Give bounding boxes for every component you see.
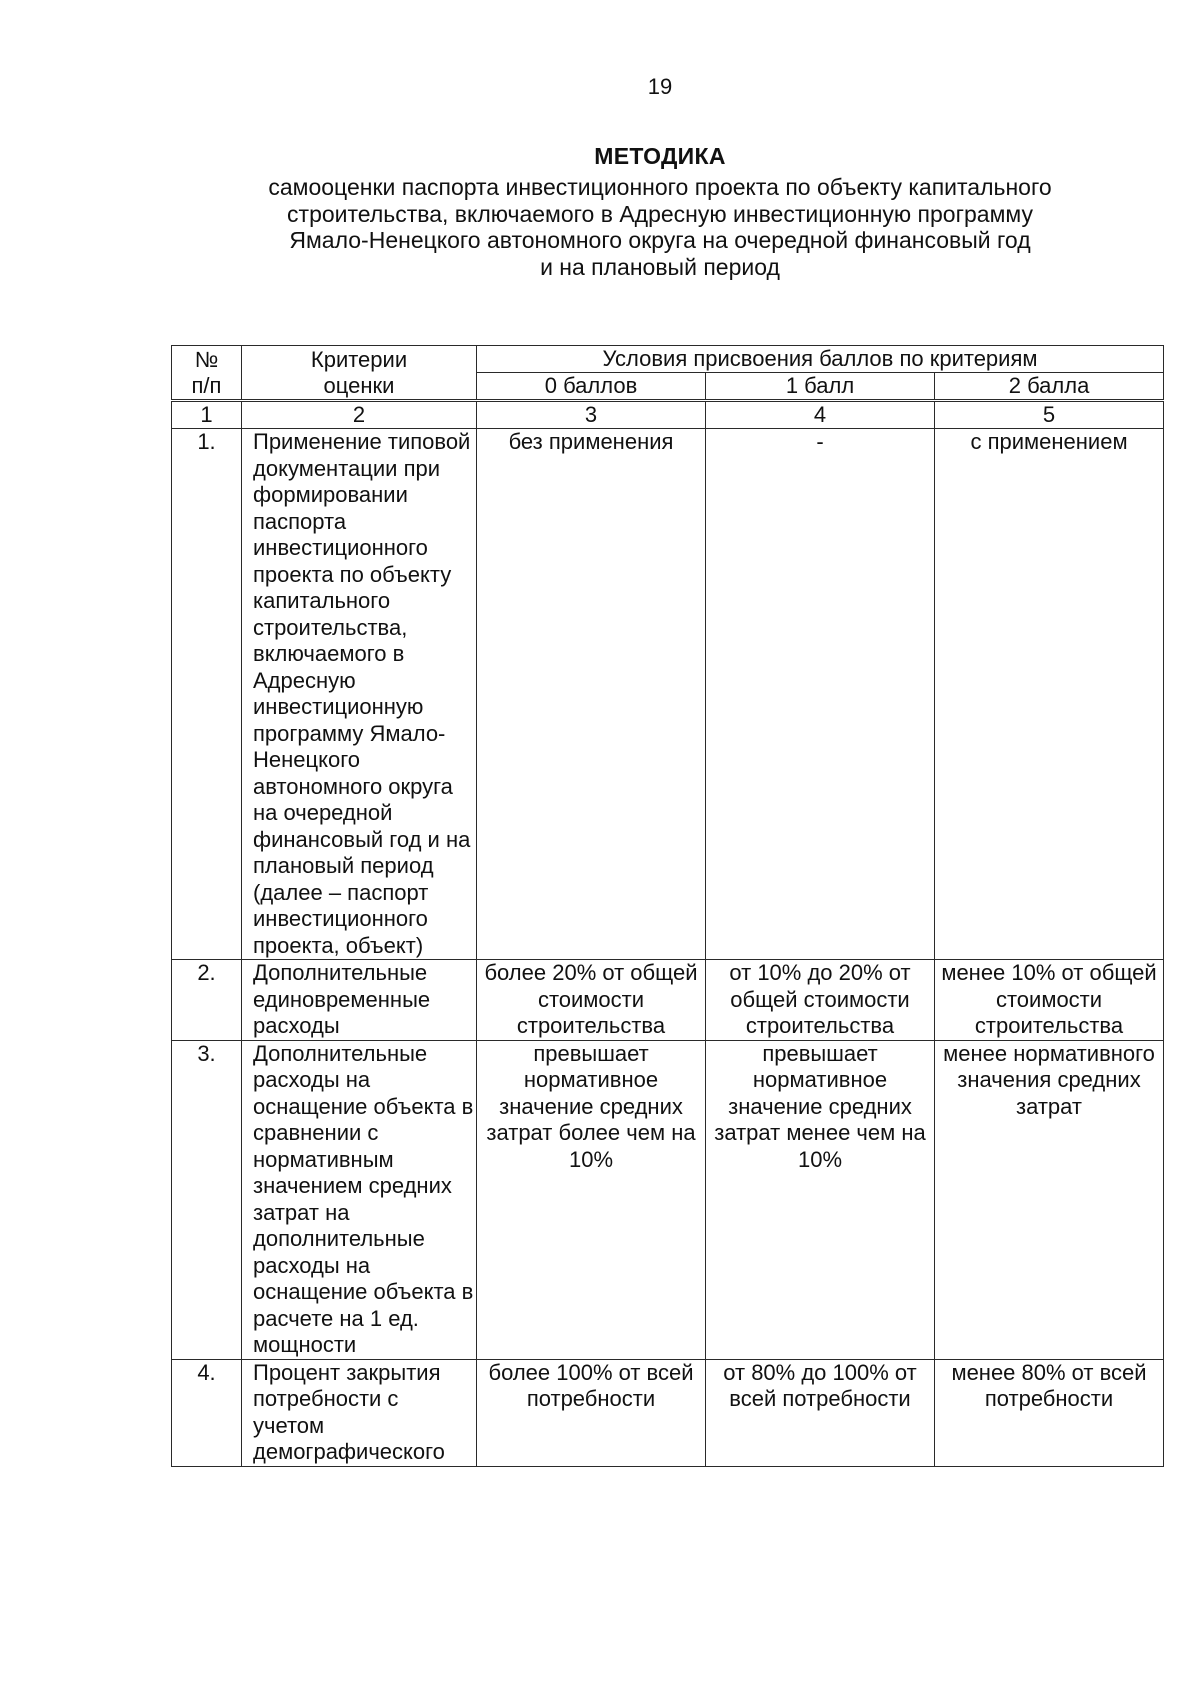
row-score-1: от 80% до 100% от всей потребности (706, 1359, 935, 1466)
row-score-2: менее 80% от всей потребности (935, 1359, 1164, 1466)
row-number: 4. (172, 1359, 242, 1466)
row-score-2: менее 10% от общей стоимости строительства (935, 960, 1164, 1041)
column-index-cell: 3 (477, 401, 706, 429)
table-row (172, 429, 1164, 960)
header-score-2: 2 балла (935, 373, 1164, 401)
table-row (172, 960, 1164, 1041)
table-row (172, 1040, 1164, 1359)
table-row (172, 1359, 1164, 1466)
column-index-cell: 2 (242, 401, 477, 429)
header-score-1: 1 балл (706, 373, 935, 401)
document-subtitle (150, 174, 1170, 280)
header-score-0: 0 баллов (477, 373, 706, 401)
page-number: 19 (647, 74, 673, 99)
subtitle-line: строительства, включаемого в Адресную инвестиционную программу (287, 200, 1033, 227)
row-score-0: превышает нормативное значение средних затрат более чем на 10% (477, 1040, 706, 1359)
row-criterion: Применение типовой документации при формировании паспорта инвестиционного проекта по объекту капитального строительства, включаемого в Адресную инвестиционную программу Ямало-Ненецкого автономного округа на очередной финансовый год и на плановый период (далее – паспорт инвестиционного проекта, объект) (242, 429, 477, 960)
subtitle-line: самооценки паспорта инвестиционного проекта по объекту капитального (268, 174, 1052, 200)
methodology-table (171, 345, 1164, 1467)
row-criterion: Дополнительные расходы на оснащение объекта в сравнении с нормативным значением средних затрат на дополнительные расходы на оснащение объекта в расчете на 1 ед. мощности (242, 1040, 477, 1359)
row-score-2: менее нормативного значения средних затрат (935, 1040, 1164, 1359)
row-score-0: более 20% от общей стоимости строительства (477, 960, 706, 1041)
row-criterion: Дополнительные единовременные расходы (242, 960, 477, 1041)
row-number: 2. (172, 960, 242, 1041)
column-index-cell: 1 (172, 401, 242, 429)
subtitle-line: Ямало-Ненецкого автономного округа на очередной финансовый год (289, 227, 1031, 254)
column-index-row (172, 401, 1164, 429)
column-index-cell: 5 (935, 401, 1164, 429)
header-num: № п/п (172, 346, 242, 401)
row-score-1: превышает нормативное значение средних затрат менее чем на 10% (706, 1040, 935, 1359)
row-score-2: с применением (935, 429, 1164, 960)
row-score-0: более 100% от всей потребности (477, 1359, 706, 1466)
row-score-1: - (706, 429, 935, 960)
row-criterion: Процент закрытия потребности с учетом демографического (242, 1359, 477, 1466)
header-criteria: Критерии оценки (242, 346, 477, 401)
row-number: 1. (172, 429, 242, 960)
row-number: 3. (172, 1040, 242, 1359)
document-title: МЕТОДИКА (594, 143, 726, 169)
column-index-cell: 4 (706, 401, 935, 429)
row-score-1: от 10% до 20% от общей стоимости строительства (706, 960, 935, 1041)
subtitle-line: и на плановый период (540, 253, 780, 280)
table-header-row (172, 346, 1164, 373)
header-conditions: Условия присвоения баллов по критериям (477, 346, 1164, 373)
row-score-0: без применения (477, 429, 706, 960)
